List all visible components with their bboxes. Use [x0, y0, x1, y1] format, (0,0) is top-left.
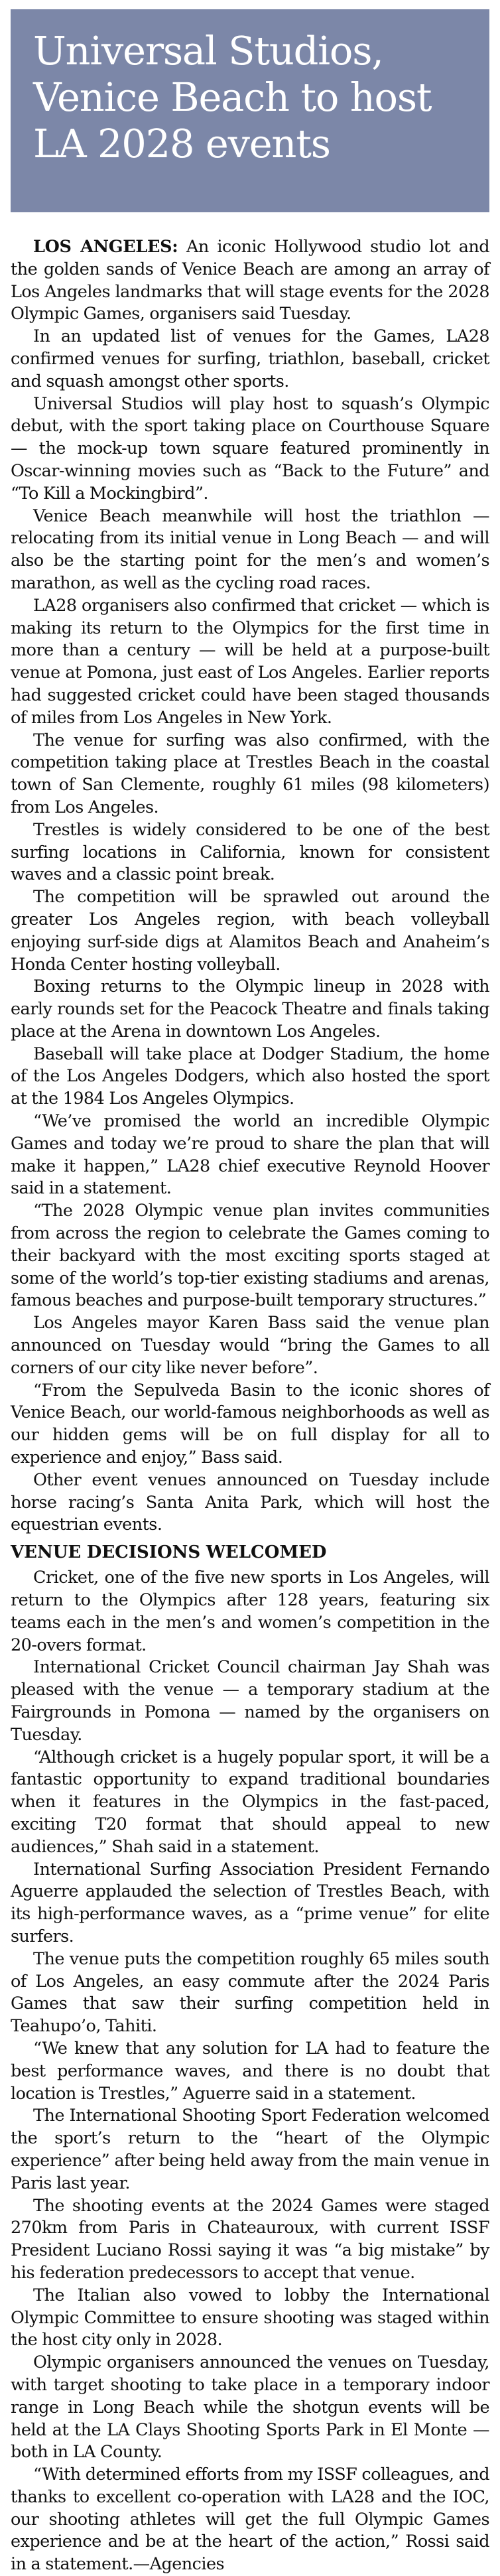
paragraph: Universal Studios will play host to squash’s Olympic debut, with the sport taking place on Courthouse Square — the mock-up town square featured prominently in Oscar-winning movies such as “Back to the Future” and “To Kill a Mockingbird”.	[11, 393, 489, 504]
headline: Universal Studios, Venice Beach to host LA 2028 events	[33, 28, 432, 167]
paragraph: Olympic organisers announced the venues on Tuesday, with target shooting to take place in a temporary indoor range in Long Beach while the shotgun events will be held at the LA Clays Shooting Sports Park in El Monte — both in LA County.	[11, 2352, 489, 2463]
paragraph: The venue for surfing was also confirmed, with the competition taking place at Trestles Beach in the coastal town of San Clemente, roughly 61 miles (98 kilometers) from Los Angeles.	[11, 730, 489, 817]
paragraph: The International Shooting Sport Federation welcomed the sport’s return to the “heart of the Olympic experience” after being held away from the main venue in Paris last year.	[11, 2106, 489, 2193]
paragraph: “Although cricket is a hugely popular sport, it will be a fantastic opportunity to expand traditional boundaries when it features in the Olympics in the fast-paced, exciting T20 format that should appeal to new audiences,” Shah said in a statement.	[11, 1747, 489, 1857]
paragraph: Los Angeles mayor Karen Bass said the venue plan announced on Tuesday would “bring the Games to all corners of our city like never before”.	[11, 1313, 489, 1378]
paragraph: LA28 organisers also confirmed that cricket — which is making its return to the Olympics for the first time in more than a century — will be held at a purpose-built venue at Pomona, just east of Los Angeles. Earlier reports had suggested cricket could have been staged thousands of miles from Los Angeles in New York.	[11, 595, 489, 728]
paragraph: Cricket, one of the five new sports in Los Angeles, will return to the Olympics after 128 years, featuring six teams each in the men’s and women’s competition in the 20-overs format.	[11, 1568, 489, 1655]
paragraph: “With determined efforts from my ISSF colleagues, and thanks to excellent co-operation with LA28 and the IOC, our shooting athletes will get the full Olympic Games experience and be at the heart of the action,” Rossi said in a statement.—Agencies	[11, 2465, 489, 2575]
paragraph: “We’ve promised the world an incredible Olympic Games and today we’re proud to share the plan that will make it happen,” LA28 chief executive Reynold Hoover said in a statement.	[11, 1111, 489, 1199]
subhead: VENUE DECISIONS WELCOMED	[11, 1542, 327, 1563]
paragraph: The shooting events at the 2024 Games were staged 270km from Paris in Chateauroux, with current ISSF President Luciano Rossi saying it was “a big mistake” by his federation predecessors to accept that venue.	[11, 2195, 489, 2283]
paragraph: Trestles is widely considered to be one of the best surfing locations in California, known for consistent waves and a classic point break.	[11, 819, 489, 885]
paragraph: Other event venues announced on Tuesday include horse racing’s Santa Anita Park, which will host the equestrian events.	[11, 1469, 489, 1535]
paragraph: International Cricket Council chairman Jay Shah was pleased with the venue — a temporary stadium at the Fairgrounds in Pomona — named by the organisers on Tuesday.	[11, 1657, 489, 1745]
article-body	[11, 236, 489, 2576]
paragraph: The Italian also vowed to lobby the International Olympic Committee to ensure shooting was staged within the host city only in 2028.	[11, 2285, 489, 2350]
headline-banner	[11, 9, 489, 212]
dateline: LOS ANGELES:	[33, 237, 178, 257]
paragraph: Venice Beach meanwhile will host the triathlon — relocating from its initial venue in Long Beach — and will also be the starting point for the men’s and women’s marathon, as well as the cycling road races.	[11, 506, 489, 593]
paragraph: In an updated list of venues for the Games, LA28 confirmed venues for surfing, triathlon, baseball, cricket and squash amongst other sports.	[11, 326, 489, 391]
paragraph: The competition will be sprawled out around the greater Los Angeles region, with beach volleyball enjoying surf-side digs at Alamitos Beach and Anaheim’s Honda Center hosting volleyball.	[11, 887, 489, 975]
paragraph: Baseball will take place at Dodger Stadium, the home of the Los Angeles Dodgers, which also hosted the sport at the 1984 Los Angeles Olympics.	[11, 1044, 489, 1109]
paragraph	[11, 236, 489, 326]
paragraph: The venue puts the competition roughly 65 miles south of Los Angeles, an easy commute after the 2024 Paris Games that saw their surfing competition held in Teahupo’o, Tahiti.	[11, 1948, 489, 2037]
paragraph: “We knew that any solution for LA had to feature the best performance waves, and there is no doubt that location is Trestles,” Aguerre said in a statement.	[11, 2038, 489, 2104]
paragraph: International Surfing Association President Fernando Aguerre applauded the selection of Trestles Beach, with its high-performance waves, as a “prime venue” for elite surfers.	[11, 1859, 489, 1946]
paragraph: “The 2028 Olympic venue plan invites communities from across the region to celebrate the Games coming to their backyard with the most exciting sports staged at some of the world’s top-tier existing stadiums and arenas, famous beaches and purpose-built temporary structures.”	[11, 1201, 489, 1311]
paragraph: “From the Sepulveda Basin to the iconic shores of Venice Beach, our world-famous neighborhoods as well as our hidden gems will be on full display for all to experience and enjoy,” Bass said.	[11, 1380, 489, 1468]
paragraph: Boxing returns to the Olympic lineup in 2028 with early rounds set for the Peacock Theatre and finals taking place at the Arena in downtown Los Angeles.	[11, 977, 489, 1042]
paragraph-text: An iconic Hollywood studio lot and the golden sands of Venice Beach are among an array of Los Angeles landmarks that will stage events for the 2028 Olympic Games, organisers said Tuesday.	[11, 237, 489, 324]
